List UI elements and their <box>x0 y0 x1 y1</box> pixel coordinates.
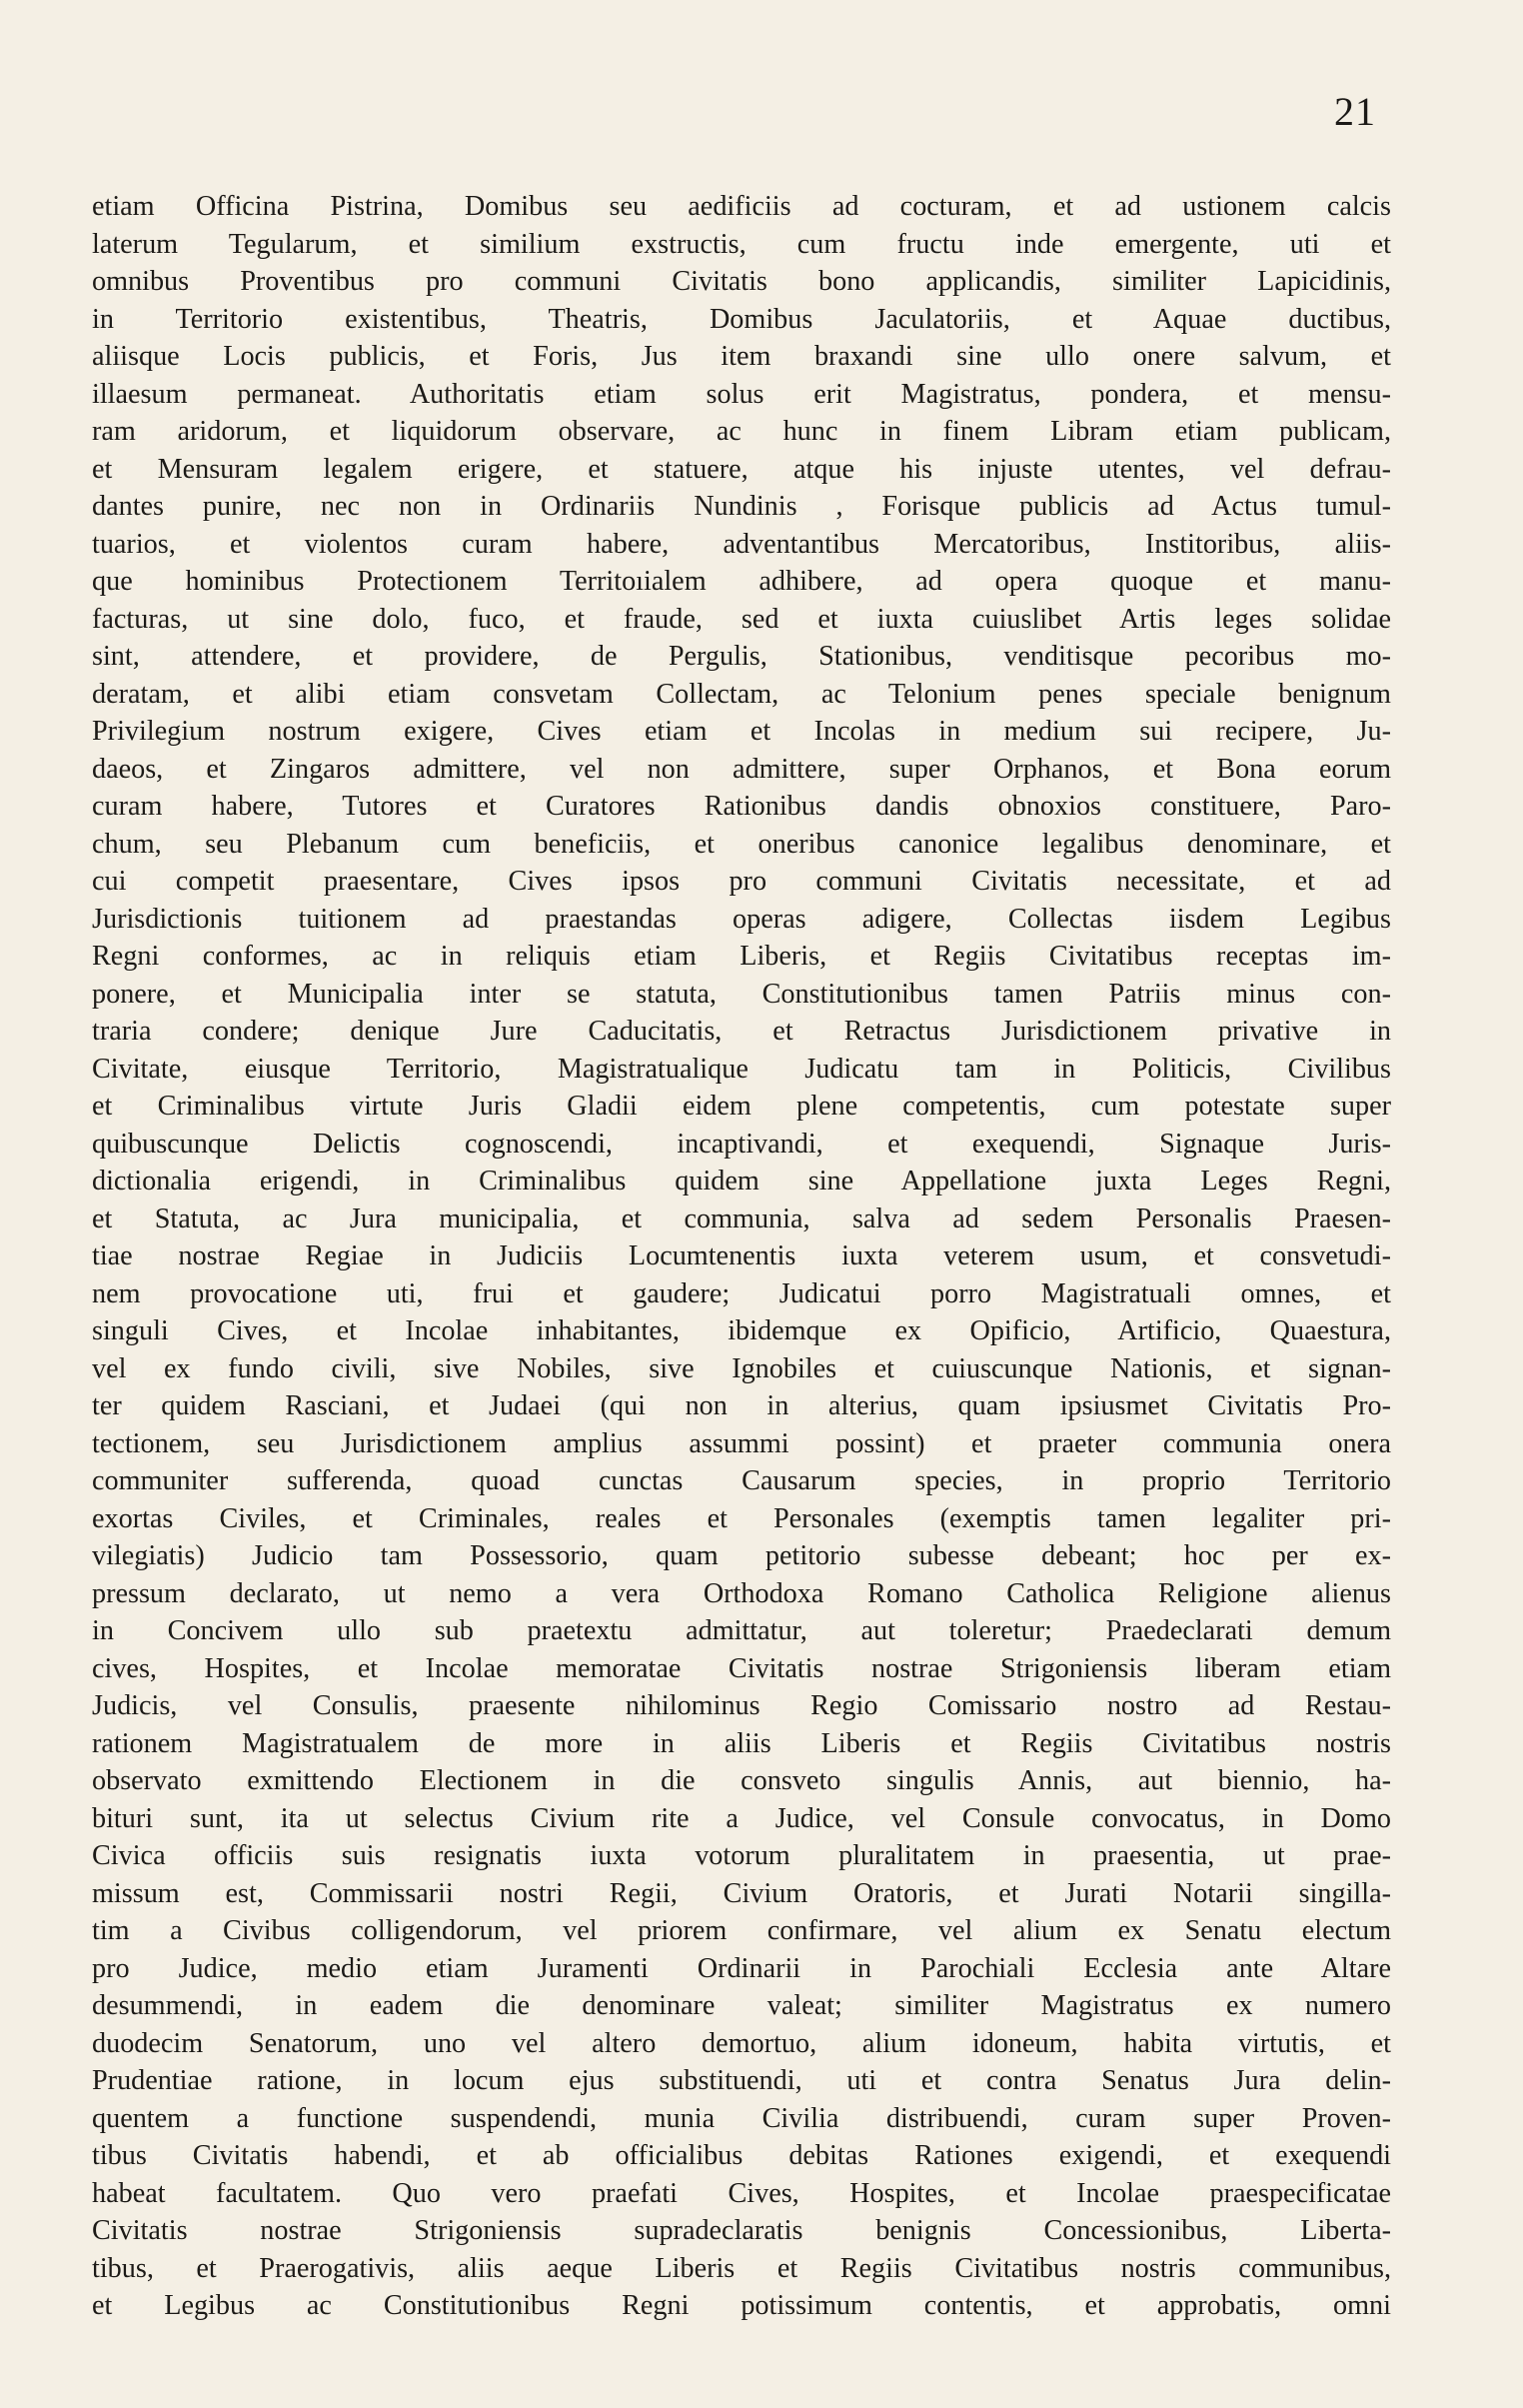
text-line: vilegiatis) Judicio tam Possessorio, quam petitorio subesse debeant; hoc per ex- <box>92 1540 1391 1571</box>
text-line: Civitatis nostrae Strigoniensis supradeclaratis benignis Concessionibus, Liberta- <box>92 2215 1391 2246</box>
text-line: et Mensuram legalem erigere, et statuere, atque his injuste utentes, vel defrau- <box>92 453 1391 485</box>
text-line: curam habere, Tutores et Curatores Rationibus dandis obnoxios constituere, Paro- <box>92 791 1391 822</box>
text-line: dantes punire, nec non in Ordinariis Nundinis , Forisque publicis ad Actus tumul- <box>92 491 1391 522</box>
body-text <box>92 188 1391 2325</box>
text-line: tibus, et Praerogativis, aliis aeque Liberis et Regiis Civitatibus nostris communibus, <box>92 2252 1391 2284</box>
text-line: dictionalia erigendi, in Criminalibus quidem sine Appellatione juxta Leges Regni, <box>92 1166 1391 1197</box>
text-line: sint, attendere, et providere, de Pergulis, Stationibus, venditisque pecoribus mo- <box>92 641 1391 672</box>
text-line: tectionem, seu Jurisdictionem amplius assummi possint) et praeter communia onera <box>92 1427 1391 1459</box>
text-line: omnibus Proventibus pro communi Civitatis bono applicandis, similiter Lapicidinis, <box>92 266 1391 297</box>
text-line: quibuscunque Delictis cognoscendi, incaptivandi, et exequendi, Signaque Juris- <box>92 1128 1391 1160</box>
text-line: traria condere; denique Jure Caducitatis, et Retractus Jurisdictionem privative in <box>92 1016 1391 1047</box>
text-line: duodecim Senatorum, uno vel altero demortuo, alium idoneum, habita virtutis, et <box>92 2027 1391 2059</box>
text-line: communiter sufferenda, quoad cunctas Causarum species, in proprio Territorio <box>92 1465 1391 1496</box>
text-line: et Criminalibus virtute Juris Gladii eidem plene competentis, cum potestate super <box>92 1091 1391 1122</box>
text-line: que hominibus Protectionem Territoıialem adhibere, ad opera quoque et manu- <box>92 566 1391 597</box>
text-line: desummendi, in eadem die denominare valeat; similiter Magistratus ex numero <box>92 1990 1391 2021</box>
text-line: deratam, et alibi etiam consvetam Collectam, ac Telonium penes speciale benignum <box>92 678 1391 710</box>
text-line: illaesum permaneat. Authoritatis etiam solus erit Magistratus, pondera, et mensu- <box>92 378 1391 410</box>
text-line: Prudentiae ratione, in locum ejus substituendi, uti et contra Senatus Jura delin- <box>92 2065 1391 2096</box>
text-line: etiam Officina Pistrina, Domibus seu aedificiis ad cocturam, et ad ustionem calcis <box>92 191 1391 222</box>
text-line: quentem a functione suspendendi, munia Civilia distribuendi, curam super Proven- <box>92 2102 1391 2134</box>
text-line: Regni conformes, ac in reliquis etiam Liberis, et Regiis Civitatibus receptas im- <box>92 941 1391 972</box>
text-line: Judicis, vel Consulis, praesente nihilominus Regio Comissario nostro ad Restau- <box>92 1690 1391 1721</box>
text-line: cui competit praesentare, Cives ipsos pro communi Civitatis necessitate, et ad <box>92 866 1391 897</box>
text-line: Civica officiis suis resignatis iuxta votorum pluralitatem in praesentia, ut prae- <box>92 1840 1391 1871</box>
text-line: pressum declarato, ut nemo a vera Orthodoxa Romano Catholica Religione alienus <box>92 1577 1391 1609</box>
text-line: ponere, et Municipalia inter se statuta, Constitutionibus tamen Patriis minus con- <box>92 978 1391 1010</box>
text-line: tim a Civibus colligendorum, vel priorem confirmare, vel alium ex Senatu electum <box>92 1915 1391 1946</box>
text-line: Civitate, eiusque Territorio, Magistratualique Judicatu tam in Politicis, Civilibus <box>92 1053 1391 1085</box>
text-line: daeos, et Zingaros admittere, vel non admittere, super Orphanos, et Bona eorum <box>92 753 1391 785</box>
text-line: nem provocatione uti, frui et gaudere; Judicatui porro Magistratuali omnes, et <box>92 1277 1391 1309</box>
text-line: facturas, ut sine dolo, fuco, et fraude, sed et iuxta cuiuslibet Artis leges solidae <box>92 603 1391 635</box>
text-line: vel ex fundo civili, sive Nobiles, sive Ignobiles et cuiuscunque Nationis, et signan- <box>92 1352 1391 1384</box>
text-line: ram aridorum, et liquidorum observare, ac hunc in finem Libram etiam publicam, <box>92 416 1391 447</box>
text-line: et Legibus ac Constitutionibus Regni potissimum contentis, et approbatis, omni <box>92 2290 1391 2321</box>
text-line: exortas Civiles, et Criminales, reales et Personales (exemptis tamen legaliter pri- <box>92 1502 1391 1534</box>
text-line: Jurisdictionis tuitionem ad praestandas operas adigere, Collectas iisdem Legibus <box>92 903 1391 935</box>
text-line: habeat facultatem. Quo vero praefati Cives, Hospites, et Incolae praespecificatae <box>92 2177 1391 2209</box>
text-line: et Statuta, ac Jura municipalia, et communia, salva ad sedem Personalis Praesen- <box>92 1203 1391 1234</box>
text-line: pro Judice, medio etiam Juramenti Ordinarii in Parochiali Ecclesia ante Altare <box>92 1952 1391 1984</box>
text-line: tibus Civitatis habendi, et ab officialibus debitas Rationes exigendi, et exequendi <box>92 2140 1391 2171</box>
text-line: observato exmittendo Electionem in die consveto singulis Annis, aut biennio, ha- <box>92 1765 1391 1796</box>
text-line: singuli Cives, et Incolae inhabitantes, ibidemque ex Opificio, Artificio, Quaestura, <box>92 1315 1391 1346</box>
page-number: 21 <box>1334 89 1376 134</box>
text-line: in Territorio existentibus, Theatris, Domibus Jaculatoriis, et Aquae ductibus, <box>92 303 1391 335</box>
text-line: chum, seu Plebanum cum beneficiis, et oneribus canonice legalibus denominare, et <box>92 828 1391 860</box>
text-line: laterum Tegularum, et similium exstructis, cum fructu inde emergente, uti et <box>92 228 1391 260</box>
text-line: cives, Hospites, et Incolae memoratae Civitatis nostrae Strigoniensis liberam etiam <box>92 1652 1391 1684</box>
text-line: Privilegium nostrum exigere, Cives etiam et Incolas in medium sui recipere, Ju- <box>92 716 1391 747</box>
text-line: ter quidem Rasciani, et Judaei (qui non in alterius, quam ipsiusmet Civitatis Pro- <box>92 1390 1391 1421</box>
text-line: rationem Magistratualem de more in aliis Liberis et Regiis Civitatibus nostris <box>92 1727 1391 1759</box>
text-line: tiae nostrae Regiae in Judiciis Locumtenentis iuxta veterem usum, et consvetudi- <box>92 1240 1391 1271</box>
text-line: tuarios, et violentos curam habere, adventantibus Mercatoribus, Institoribus, aliis- <box>92 528 1391 560</box>
text-line: aliisque Locis publicis, et Foris, Jus item braxandi sine ullo onere salvum, et <box>92 341 1391 372</box>
text-line: bituri sunt, ita ut selectus Civium rite a Judice, vel Consule convocatus, in Domo <box>92 1802 1391 1834</box>
text-line: missum est, Commissarii nostri Regii, Civium Oratoris, et Jurati Notarii singilla- <box>92 1877 1391 1909</box>
text-line: in Concivem ullo sub praetextu admittatur, aut toleretur; Praedeclarati demum <box>92 1615 1391 1646</box>
